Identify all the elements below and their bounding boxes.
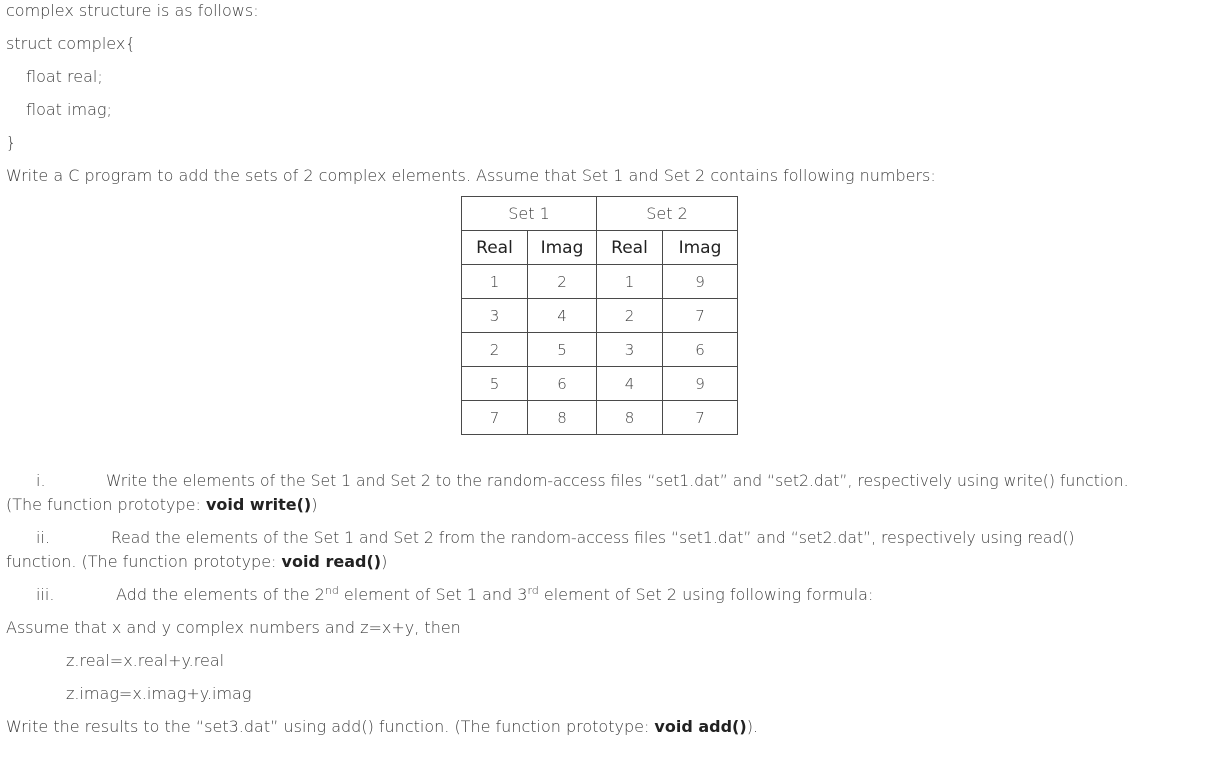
table-row <box>462 265 738 299</box>
table-cell: 4 <box>528 299 597 333</box>
item-iii-part-a: Add the elements of the 2 <box>116 585 325 604</box>
superscript-rd: rd <box>527 584 539 597</box>
item-iii-number: iii. <box>36 585 55 604</box>
item-ii-end: ) <box>381 552 388 571</box>
col-header: Imag <box>528 231 597 265</box>
table-cell: 6 <box>528 367 597 401</box>
table-cell: 5 <box>528 333 597 367</box>
item-i-prototype: void write() <box>205 495 312 514</box>
set-header-row <box>462 197 738 231</box>
table-cell: 1 <box>597 265 663 299</box>
struct-close: } <box>6 133 17 152</box>
table-cell: 3 <box>462 299 528 333</box>
table-cell: 2 <box>528 265 597 299</box>
table-cell: 2 <box>462 333 528 367</box>
task-statement: Write a C program to add the sets of 2 complex elements. Assume that Set 1 and Set 2 contains following numbers: <box>6 166 936 185</box>
item-ii-prototype: void read() <box>281 552 382 571</box>
table-row <box>462 367 738 401</box>
item-i-number: i. <box>36 471 46 490</box>
table-cell: 7 <box>462 401 528 435</box>
table-cell: 6 <box>663 333 738 367</box>
set1-header: Set 1 <box>462 197 597 231</box>
item-ii-cont-text: function. (The function prototype: <box>6 552 282 571</box>
sets-table <box>461 196 738 435</box>
table-cell: 4 <box>597 367 663 401</box>
item-ii-continuation <box>6 552 387 572</box>
field-real: float real; <box>26 67 103 86</box>
struct-open: struct complex{ <box>6 34 136 53</box>
item-i-cont-text: (The function prototype: <box>6 495 206 514</box>
item-ii-number: ii. <box>36 528 50 547</box>
col-header: Real <box>462 231 528 265</box>
result-text: Write the results to the “set3.dat” using add() function. (The function prototype: <box>6 717 655 736</box>
table-cell: 1 <box>462 265 528 299</box>
item-i-end: ) <box>311 495 318 514</box>
table-cell: 2 <box>597 299 663 333</box>
table-row <box>462 401 738 435</box>
column-header-row <box>462 231 738 265</box>
col-header: Real <box>597 231 663 265</box>
formula-real: z.real=x.real+y.real <box>66 651 225 670</box>
superscript-nd: nd <box>324 584 339 597</box>
table-cell: 9 <box>663 367 738 401</box>
intro-line: complex structure is as follows: <box>6 1 259 20</box>
field-imag: float imag; <box>26 100 112 119</box>
result-prototype: void add() <box>654 717 747 736</box>
item-i-text: Write the elements of the Set 1 and Set 2 to the random-access files “set1.dat” and “set2.dat”, respectively using write() function. <box>106 472 1129 490</box>
table-row <box>462 333 738 367</box>
result-statement <box>6 717 758 737</box>
set2-header: Set 2 <box>597 197 738 231</box>
table-cell: 8 <box>528 401 597 435</box>
result-end: ). <box>746 717 759 736</box>
table-cell: 7 <box>663 401 738 435</box>
assume-statement: Assume that x and y complex numbers and z=x+y, then <box>6 618 461 637</box>
item-iii-part-b: element of Set 1 and 3 <box>338 585 528 604</box>
item-iii-part-c: element of Set 2 using following formula: <box>538 585 874 604</box>
table-row <box>462 299 738 333</box>
table-cell: 7 <box>663 299 738 333</box>
table-cell: 3 <box>597 333 663 367</box>
table-cell: 5 <box>462 367 528 401</box>
table-cell: 9 <box>663 265 738 299</box>
table-cell: 8 <box>597 401 663 435</box>
formula-imag: z.imag=x.imag+y.imag <box>66 684 252 703</box>
item-i-continuation <box>6 495 317 515</box>
item-ii-text: Read the elements of the Set 1 and Set 2 from the random-access files “set1.dat” and “set2.dat”, respectively using read() <box>111 529 1075 547</box>
col-header: Imag <box>663 231 738 265</box>
item-iii-text <box>116 585 873 605</box>
